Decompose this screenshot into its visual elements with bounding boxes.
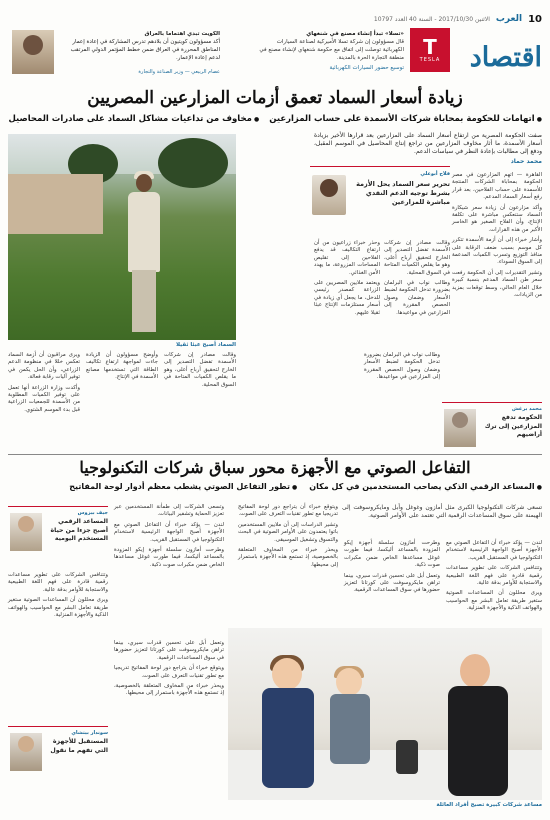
quote-portrait: [10, 733, 42, 771]
paragraph: وتعمل أبل على تحسين قدرات سيري، بينما تراهن مايكروسوفت على كورتانا لتعزيز حضورها في سوق المساعدات الرقمية.: [114, 640, 224, 661]
article2-column-mid-right: [344, 540, 440, 598]
article1-column-center: [364, 352, 440, 385]
section-title: اقتصاد: [469, 42, 542, 73]
paragraph: وأوضح مسؤولون أن الزيادة جاءت لمواجهة ارتفاع تكاليف الطاقة التي تستخدمها مصانع الأسمدة في الإنتاج.: [86, 352, 158, 381]
page-number: 10: [528, 13, 542, 25]
quote-role: محمد برغش: [511, 406, 542, 412]
article2-headline[interactable]: التفاعل الصوتي مع الأجهزة محور سباق شركات التكنولوجيا: [79, 458, 471, 477]
tesla-label: TESLA: [419, 57, 441, 63]
article1-quote-box: [310, 166, 450, 236]
article1-lead: صفت الحكومة المصرية من ارتفاع أسعار السماد على المزارعين بعد قرارها الأخير بزيادة أسعار الأسمدة، ما أثار مخاوف المزارعين من تراجع إنتاج المحاصيل في الموسم المقبل، ودفع إلى مطالبات بإعادة النظر في سياسات الدعم.: [314, 132, 542, 155]
paragraph: القاهرة — اتهم المزارعون في مصر الحكومة بمحاباة الشركات المنتجة للأسمدة على حساب الفلاحين، بعد قرار رفع أسعار السماد المدعم.: [452, 172, 542, 201]
article2-deck: [8, 482, 542, 491]
paragraph: وأكدت وزارة الزراعة أنها تعمل على توفير الكميات المطلوبة من الأسمدة للجمعيات الزراعية قبل بدء الموسم الشتوي.: [8, 384, 80, 413]
article2-quote-box: [8, 506, 108, 566]
article2-column-mid: [238, 504, 338, 572]
quote-text: المساعد الرقمي أصبح جزءا من حياة المستخدم اليومية: [50, 518, 108, 542]
article2-deck-item: ● المساعد الرقمي الذكي يصاحب المستخدمين في كل مكان: [309, 482, 542, 491]
paragraph: وتتنافس الشركات على تطوير مساعدات رقمية قادرة على فهم اللغة الطبيعية والاستجابة للأوامر بدقة عالية.: [446, 565, 542, 587]
paragraph: وأشار خبراء إلى أن أزمة الأسمدة تتكرر كل موسم بسبب ضعف الرقابة على منافذ التوزيع وتسرب الكميات المدعمة إلى السوق السوداء.: [452, 237, 542, 266]
article1-column-mid-left: [314, 240, 380, 320]
paragraph: وتسعى الشركات إلى طمأنة المستخدمين عبر تعزيز الحماية وتشفير البيانات.: [114, 504, 224, 518]
paragraph: وتتنافس الشركات على تطوير مساعدات رقمية قادرة على فهم اللغة الطبيعية والاستجابة للأوامر بدقة عالية.: [8, 572, 108, 593]
quote-text: تحرير سعر السماد يحل الأزمة بشرط توجيه الدعم النقدي مباشرة للمزارعين: [356, 180, 450, 206]
paragraph: ويرى محللون أن المساعدات الصوتية ستغير طريقة تعامل البشر مع الحواسيب والهواتف الذكية والأجهزة المنزلية.: [446, 590, 542, 612]
header-topline: [8, 12, 542, 26]
article2-column-lower-left: [114, 640, 224, 701]
issue-info: الاثنين 2017/10/30 - السنة 40 العدد 10797: [373, 15, 490, 23]
paragraph: ويرى محللون أن المساعدات الصوتية ستغير طريقة تعامل البشر مع الحواسيب والهواتف الذكية والأجهزة المنزلية.: [8, 597, 108, 619]
article2-deck-item: ● تطور التفاعل الصوتي يشطب معظم أدوار لوحة المفاتيح: [69, 482, 297, 491]
article1-column-left-2: [86, 352, 158, 385]
article1-byline: محمد حماد: [510, 158, 542, 165]
article1-photo-caption: السماد أصبح عبئا ثقيلا: [175, 342, 236, 348]
paragraph: وتعمل أبل على تحسين قدرات سيري، بينما تراهن مايكروسوفت على كورتانا لتعزيز حضورها في سوق المساعدات الرقمية.: [344, 572, 440, 594]
article2-column-right: [446, 540, 542, 616]
paragraph: وتشير التقديرات إلى أن الحكومة رفعت سعر طن السماد المدعم بنسبة كبيرة خلال العام الحالي، وسط توقعات بمزيد من الزيادات.: [452, 269, 542, 299]
teaser-right-text: قال مسؤولون إن شركة تسلا الأميركية لصناعة السيارات الكهربائية توصلت إلى اتفاق مع حكومة شنغهاي لإنشاء مصنع في منطقة التجارة الحرة بالمدينة.: [259, 39, 404, 61]
teaser-right-title: «تسلا» تبدأ إنشاء مصنع في شنغهاي: [306, 31, 404, 37]
paragraph: ويعتمد ملايين المصريين على الزراعة كمصدر رئيسي للدخل، ما يجعل أي زيادة في أسعار مستلزمات الإنتاج عبئا ثقيلا عليهم.: [314, 280, 380, 316]
paragraph: وطرحت أمازون سلسلة أجهزة إيكو المزودة بالمساعد أليكسا، فيما طورت غوغل مساعدها الخاص ضمن مكبرات صوت ذكية.: [344, 540, 440, 569]
article2-photo-caption: مساعد شركات كبيرة تصبح أفراد العائلة: [436, 802, 542, 808]
article1-quote-box-2: [442, 402, 542, 452]
article1-photo-farmer: [8, 134, 236, 340]
paragraph: وأكد مزارعون أن زيادة سعر شيكارة السماد ستنعكس مباشرة على تكلفة الإنتاج، وأن الفلاح الصغير هو الخاسر الأكبر من هذه القرارات.: [452, 204, 542, 233]
article2-lead: تسعى شركات التكنولوجيا الكبرى مثل أمازون وغوغل وأبل ومايكروسوفت إلى الهيمنة على سوق المساعدات الرقمية التي تعتمد على الأوامر الصوتية.: [342, 504, 542, 519]
article1-deck-item: ● اتهامات للحكومة بمحاباة شركات الأسمدة على حساب المزارعين: [269, 114, 542, 124]
article2-column-far-left: [8, 572, 108, 622]
quote-role: جيف بيزوس: [77, 510, 108, 516]
paragraph: وقالت مصادر إن شركات الأسمدة تفضل التصدير إلى الخارج لتحقيق أرباح أعلى، وهو ما يقلص الكميات المتاحة في السوق المحلية.: [164, 352, 236, 388]
teaser-portrait: [12, 30, 54, 74]
article1-column-left-3: [164, 352, 236, 392]
article1-column-left-1: [8, 352, 80, 417]
quote-portrait: [444, 409, 476, 447]
quote-role: فلاح أبوعلي: [420, 171, 450, 177]
paragraph: وطرحت أمازون سلسلة أجهزة إيكو المزودة بالمساعد أليكسا، فيما طورت غوغل مساعدها الخاص ضمن مكبرات صوت ذكية.: [114, 547, 224, 568]
quote-portrait: [312, 175, 346, 215]
teaser-right-caption: توسيع حضور السيارات الكهربائية: [329, 65, 404, 71]
article1-deck-item: ● مخاوف من تداعيات مشاكل السماد على صادرات المحاصيل: [8, 114, 259, 124]
paragraph: ويحذر خبراء من المخاوف المتعلقة بالخصوصية، إذ تستمع هذه الأجهزة باستمرار إلى محيطها.: [238, 547, 338, 568]
masthead: العرب: [495, 14, 523, 24]
article1-deck: [8, 114, 542, 124]
paragraph: ويحذر خبراء من المخاوف المتعلقة بالخصوصية، إذ تستمع هذه الأجهزة باستمرار إلى محيطها.: [114, 683, 224, 697]
quote-role: سوندار بيتشاي: [71, 730, 108, 736]
paragraph: لندن — يؤكد خبراء أن التفاعل الصوتي مع الأجهزة أصبح الواجهة الرئيسية لاستخدام التكنولوجيا في المستقبل القريب.: [446, 540, 542, 561]
paragraph: لندن — يؤكد خبراء أن التفاعل الصوتي مع الأجهزة أصبح الواجهة الرئيسية لاستخدام التكنولوجيا في المستقبل القريب.: [114, 521, 224, 543]
smart-speaker-icon: [396, 740, 418, 774]
quote-text: المستقبل للأجهزة التي تفهم ما نقول: [50, 738, 108, 754]
paragraph: ويرى مراقبون أن أزمة السماد تعكس خللا في منظومة الدعم الزراعي، وأن الحل يكمن في توفير آليات رقابة فعالة.: [8, 352, 80, 381]
article1-column-right: [452, 172, 542, 303]
paragraph: وحذر خبراء زراعيون من أن ارتفاع التكاليف قد يدفع الفلاحين إلى تقليص المساحات المزروعة، ما يهدد الأمن الغذائي.: [314, 240, 380, 276]
quote-text: الحكومة تدفع المزارعين إلى ترك أراضيهم: [484, 414, 542, 438]
article1-column-mid-right: [384, 240, 450, 320]
article2-photo-family: [228, 628, 542, 800]
paragraph: وطالب نواب في البرلمان بضرورة تدخل الحكومة لضبط الأسعار وضمان وصول الحصص المقررة إلى المزارعين في مواعيدها.: [364, 352, 440, 381]
quote-portrait: [10, 513, 42, 551]
article2-column-left: [114, 504, 224, 572]
teaser-left[interactable]: [60, 30, 220, 76]
tesla-logo: [410, 28, 450, 72]
paragraph: ويتوقع خبراء أن يتراجع دور لوحة المفاتيح تدريجيا مع تطور تقنيات التعرف على الصوت.: [114, 665, 224, 679]
paragraph: وتشير الدراسات إلى أن ملايين المستخدمين باتوا يعتمدون على الأوامر الصوتية في البحث والتسوق وتشغيل الموسيقى.: [238, 521, 338, 543]
paragraph: ويتوقع خبراء أن يتراجع دور لوحة المفاتيح تدريجيا مع تطور تقنيات التعرف على الصوت.: [238, 504, 338, 518]
teaser-left-text: أكد مسؤولون كويتيون أن بلادهم تدرس المشاركة في إعادة إعمار المناطق المحررة في العراق ضمن خطط المؤتمر الدولي المرتقب لدعم إعادة الإعمار.: [70, 39, 220, 61]
tesla-t-icon: T: [423, 35, 437, 59]
teaser-right[interactable]: [254, 30, 404, 72]
paragraph: وطالب نواب في البرلمان بضرورة تدخل الحكومة لضبط الأسعار وضمان وصول الحصص المقررة إلى المزارعين في مواعيدها.: [384, 280, 450, 316]
page-header: [0, 0, 550, 88]
article1-headline[interactable]: زيادة أسعار السماد تعمق أزمات المزارعين المصريين: [87, 88, 463, 108]
section-divider: [8, 454, 542, 455]
teaser-left-title: الكويت تبدي اهتماما بالعراق: [144, 31, 220, 37]
teaser-left-caption: عصام الربيعي — وزير الصناعة والتجارة: [138, 69, 220, 75]
article2-quote-box-2: [8, 726, 108, 786]
paragraph: وقالت مصادر إن شركات الأسمدة تفضل التصدير إلى الخارج لتحقيق أرباح أعلى، وهو ما يقلص الكميات المتاحة في السوق المحلية.: [384, 240, 450, 276]
